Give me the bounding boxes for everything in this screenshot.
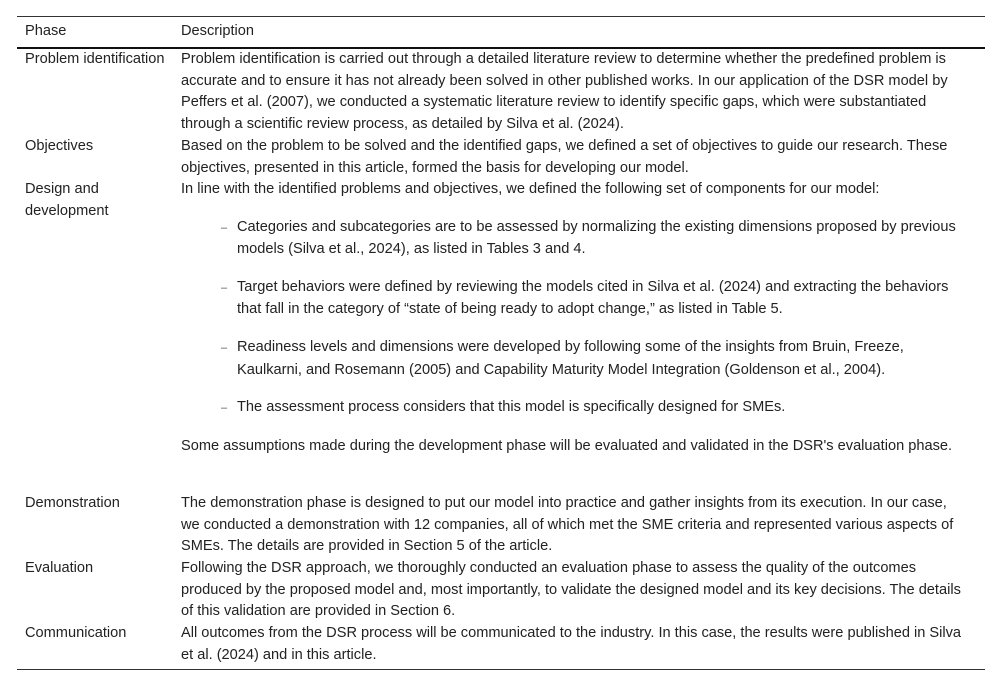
list-item [221, 277, 963, 321]
list-item-text: The assessment process considers that this model is specifically designed for SMEs. [237, 399, 786, 416]
list-item-text: Readiness levels and dimensions were developed by following some of the insights from Bruin, Freeze, Kaulkarni, and Rosemann (2005) and Capability Maturity Model Integration (Goldenson et al., 2004). [237, 338, 904, 378]
list-item [221, 337, 963, 381]
description-cell: All outcomes from the DSR process will be communicated to the industry. In this case, the results were published in Silva et al. (2024) and in this article. [181, 625, 962, 663]
dash-bullet-icon: – [221, 402, 228, 415]
list-item-text: Categories and subcategories are to be assessed by normalizing the existing dimensions proposed by previous models (Silva et al., 2024), as listed in Tables 3 and 4. [237, 218, 956, 258]
header-phase: Phase [25, 23, 67, 39]
phase-cell: Communication [25, 625, 127, 641]
table-bottom-rule [17, 669, 985, 670]
dash-bullet-icon: – [221, 281, 228, 294]
dash-bullet-icon: – [221, 221, 228, 234]
phase-cell: Demonstration [25, 495, 120, 511]
phase-cell: Evaluation [25, 560, 94, 576]
description-cell: Based on the problem to be solved and the identified gaps, we defined a set of objectives to guide our research. These objectives, presented in this article, formed the basis for developing our model. [181, 138, 948, 176]
phase-cell: Design and development [25, 181, 109, 219]
header-description: Description [181, 23, 254, 39]
phase-cell: Objectives [25, 138, 94, 154]
phase-cell: Problem identification [25, 51, 165, 67]
design-intro: In line with the identified problems and objectives, we defined the following set of components for our model: [181, 181, 880, 197]
design-outro: Some assumptions made during the development phase will be evaluated and validated in the DSR's evaluation phase. [181, 437, 953, 454]
component-list [221, 217, 963, 420]
description-cell: The demonstration phase is designed to put our model into practice and gather insights from its execution. In our case, we conducted a demonstration with 12 companies, all of which met the SME criteria and represented various aspects of SMEs. The details are provided in Section 5 of the article. [181, 495, 954, 555]
description-cell [181, 179, 963, 457]
table-top-rule [17, 16, 985, 17]
list-item [221, 397, 963, 420]
list-item [221, 217, 963, 261]
list-item-text: Target behaviors were defined by reviewing the models cited in Silva et al. (2024) and extracting the behaviors that fall in the category of “state of being ready to adopt change,” as listed in Table 5. [237, 278, 949, 318]
dash-bullet-icon: – [221, 341, 228, 354]
description-cell: Problem identification is carried out through a detailed literature review to determine whether the predefined problem is accurate and to ensure it has not already been solved in other published works. In our application of the DSR model by Peffers et al. (2007), we conducted a systematic literature review to identify specific gaps, which were substantiated through a scientific review process, as detailed by Silva et al. (2024). [181, 51, 948, 132]
description-cell: Following the DSR approach, we thoroughly conducted an evaluation phase to assess the quality of the outcomes produced by the proposed model and, most importantly, to validate the designed model and its key decisions. The details of this validation are provided in Section 6. [181, 560, 961, 620]
